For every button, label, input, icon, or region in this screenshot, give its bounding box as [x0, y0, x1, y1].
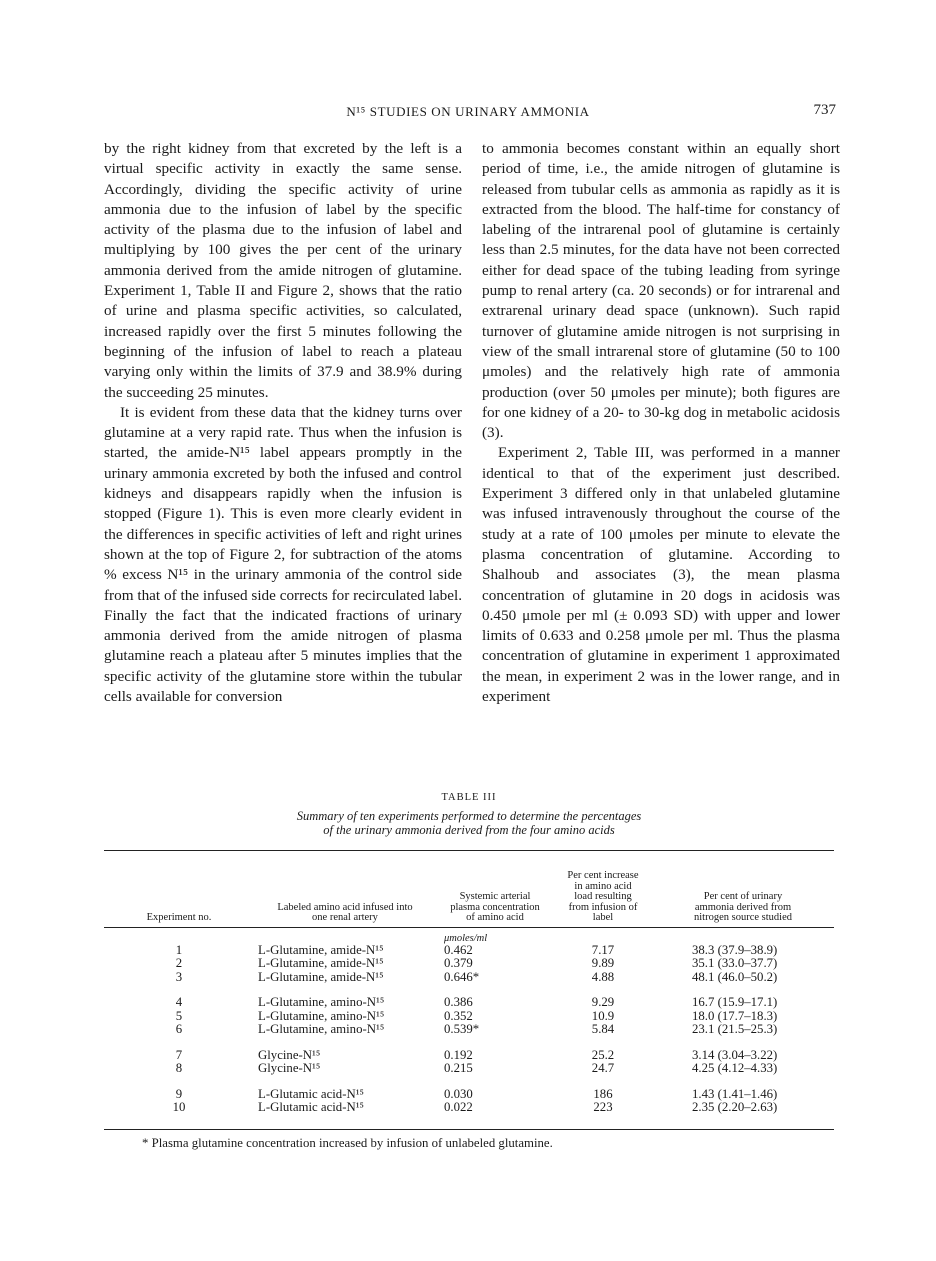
cell-load-increase: 186 — [593, 1086, 613, 1101]
table-row — [104, 1076, 834, 1102]
cell-load-increase: 5.84 — [591, 1022, 615, 1036]
running-head: N¹⁵ STUDIES ON URINARY AMMONIA — [346, 104, 590, 119]
table-caption-line: Summary of ten experiments performed to determine the percentages — [296, 809, 642, 823]
paragraph: by the right kidney from that excreted by the left is a virtual specific activity in exactly the same sense. Accordingly, dividing the specific activity of urine ammonia due to the infusion of label by the specific activity of the plasma due to the infusion of label and multiplying by 100 gives the per cent of the urinary ammonia derived from the amide nitrogen of glutamine. Experiment 1, Table II and Figure 2, shows that the ratio of urine and plasma specific activities, so calculated, increased rapidly over the first 5 minutes following the beginning of the infusion of label to reach a plateau varying only within the limits of 37.9 and 38.9% during the succeeding 25 minutes. — [104, 140, 462, 401]
header-experiment — [104, 851, 254, 927]
cell-amino-acid: Glycine-N¹⁵ — [258, 1047, 321, 1062]
cell-amino-acid: L-Glutamine, amide-N¹⁵ — [258, 956, 384, 970]
cell-load-increase: 25.2 — [591, 1047, 615, 1062]
table-row — [104, 944, 834, 958]
cell-amino-acid: L-Glutamine, amino-N¹⁵ — [258, 995, 385, 1009]
cell-pct-ammonia: 2.35 (2.20–2.63) — [692, 1100, 778, 1114]
cell-load-increase: 223 — [593, 1100, 613, 1114]
header-amino-acid-text: Labeled amino acid infused into one renal artery — [277, 901, 413, 923]
cell-amino-acid: L-Glutamine, amide-N¹⁵ — [258, 969, 384, 984]
cell-pct-ammonia: 1.43 (1.41–1.46) — [692, 1086, 778, 1101]
header-plasma-conc-text: Systemic arterial plasma concentration of amino acid — [450, 891, 540, 923]
data-table — [104, 851, 834, 1115]
table-row — [104, 1023, 834, 1037]
table-row — [104, 1010, 834, 1024]
table-row — [104, 1062, 834, 1076]
cell-plasma-conc: 0.539* — [444, 1022, 480, 1036]
cell-plasma-conc: 0.386 — [444, 995, 473, 1009]
cell-plasma-conc: 0.646* — [444, 969, 480, 984]
cell-pct-ammonia: 48.1 (46.0–50.2) — [692, 969, 778, 984]
header-experiment-text: Experiment no. — [146, 912, 212, 923]
table-caption — [104, 809, 834, 837]
cell-plasma-conc: 0.022 — [444, 1100, 473, 1114]
cell-experiment-no: 5 — [175, 1008, 183, 1023]
cell-experiment-no: 1 — [175, 942, 183, 957]
cell-amino-acid: L-Glutamine, amino-N¹⁵ — [258, 1022, 385, 1036]
cell-experiment-no: 7 — [175, 1047, 183, 1062]
cell-load-increase: 10.9 — [591, 1008, 615, 1023]
table-body — [104, 928, 834, 1115]
cell-plasma-conc: 0.192 — [444, 1047, 473, 1062]
cell-amino-acid: L-Glutamic acid-N¹⁵ — [258, 1100, 365, 1114]
cell-amino-acid: L-Glutamine, amide-N¹⁵ — [258, 942, 384, 957]
table-row — [104, 984, 834, 1010]
right-column — [482, 139, 840, 779]
cell-experiment-no: 4 — [175, 995, 183, 1009]
cell-pct-ammonia: 3.14 (3.04–3.22) — [692, 1047, 778, 1062]
table-label: TABLE III — [441, 792, 497, 803]
table-row — [104, 971, 834, 985]
cell-experiment-no: 2 — [175, 956, 183, 970]
cell-plasma-conc: 0.462 — [444, 942, 473, 957]
table-bottom-rule — [104, 1129, 834, 1130]
cell-load-increase: 9.29 — [591, 995, 615, 1009]
cell-experiment-no: 10 — [172, 1100, 186, 1114]
paragraph: Experiment 2, Table III, was performed in a manner identical to that of the experiment just described. Experiment 3 differed only in that unlabeled glutamine was infused intravenously throughout the course of the study at a rate of 100 μmoles per minute to elevate the plasma concentration of glutamine. According to Shalhoub and associates (3), the mean plasma concentration of glutamine in 20 dogs in acidosis was 0.450 μmole per ml (± 0.093 SD) with upper and lower limits of 0.633 and 0.258 μmole per ml. Thus the plasma concentration of glutamine in experiment 1 approximated the mean, in experiment 2 was in the lower range, and in experiment — [482, 444, 840, 706]
paragraph: It is evident from these data that the kidney turns over glutamine at a very rapid rate. Thus when the infusion is started, the amide-N¹⁵ label appears promptly in the urinary ammonia excreted by both the infused and control kidneys and disappears rapidly when the infusion is stopped (Figure 1). This is even more clearly evident in the differences in specific activities of left and right urines shown at the top of Figure 2, for subtraction of the atoms % excess N¹⁵ in the urinary ammonia of the control side from that of the infused side corrects for recirculated label. Finally the fact that the indicated fractions of urinary ammonia derived from the amide nitrogen of plasma glutamine reach a plateau after 5 minutes implies that the specific activity of the glutamine store within the tubular cells available for conversion — [104, 403, 462, 706]
units-label: μmoles/ml — [444, 932, 488, 944]
table-row — [104, 1101, 834, 1115]
table-row — [104, 1037, 834, 1063]
cell-experiment-no: 3 — [175, 969, 183, 984]
header-pct-ammonia-text: Per cent of urinary ammonia derived from nitrogen source studied — [694, 891, 792, 923]
cell-amino-acid: Glycine-N¹⁵ — [258, 1061, 321, 1075]
cell-plasma-conc: 0.215 — [444, 1061, 473, 1075]
table-row — [104, 957, 834, 971]
cell-experiment-no: 9 — [175, 1086, 183, 1101]
table-footnote: * Plasma glutamine concentration increased by infusion of unlabeled glutamine. — [142, 1135, 553, 1150]
cell-pct-ammonia: 4.25 (4.12–4.33) — [692, 1061, 778, 1075]
cell-load-increase: 4.88 — [591, 969, 615, 984]
cell-plasma-conc: 0.030 — [444, 1086, 473, 1101]
page-number: 737 — [813, 102, 836, 118]
header-load-increase-text: Per cent increase in amino acid load resulting from infusion of label — [567, 870, 639, 923]
cell-experiment-no: 6 — [175, 1022, 183, 1036]
cell-pct-ammonia: 38.3 (37.9–38.9) — [692, 942, 778, 957]
cell-plasma-conc: 0.352 — [444, 1008, 473, 1023]
header-plasma-conc — [436, 851, 554, 927]
page-header — [0, 104, 936, 124]
header-load-increase — [554, 851, 652, 927]
cell-pct-ammonia: 23.1 (21.5–25.3) — [692, 1022, 778, 1036]
table-caption-line: of the urinary ammonia derived from the four amino acids — [323, 823, 615, 837]
cell-plasma-conc: 0.379 — [444, 956, 473, 970]
paragraph: to ammonia becomes constant within an equally short period of time, i.e., the amide nitrogen of glutamine is released from tubular cells as ammonia as rapidly as it is extracted from the blood. The half-time for constancy of labeling of the intrarenal pool of glutamine is certainly less than 2.5 minutes, for the data have not been corrected either for dead space of the tubing leading from syringe pump to renal artery (ca. 20 seconds) or for intrarenal and extrarenal urinary dead space (unknown). Such rapid turnover of glutamine amide nitrogen is not surprising in view of the small intrarenal store of glutamine (50 to 100 μmoles) and the relatively high rate of ammonia production (over 50 μmoles per minute); both figures are for one kidney of a 20- to 30-kg dog in metabolic acidosis (3). — [482, 140, 840, 442]
cell-pct-ammonia: 16.7 (15.9–17.1) — [692, 995, 778, 1009]
cell-pct-ammonia: 18.0 (17.7–18.3) — [692, 1008, 778, 1023]
cell-amino-acid: L-Glutamic acid-N¹⁵ — [258, 1086, 365, 1101]
cell-load-increase: 24.7 — [591, 1061, 615, 1075]
cell-amino-acid: L-Glutamine, amino-N¹⁵ — [258, 1008, 385, 1023]
table-iii — [104, 792, 834, 1151]
cell-load-increase: 7.17 — [591, 942, 615, 957]
header-pct-ammonia — [652, 851, 834, 927]
cell-experiment-no: 8 — [175, 1061, 183, 1075]
cell-pct-ammonia: 35.1 (33.0–37.7) — [692, 956, 778, 970]
left-column — [104, 139, 462, 779]
header-amino-acid — [254, 851, 436, 927]
cell-load-increase: 9.89 — [591, 956, 615, 970]
